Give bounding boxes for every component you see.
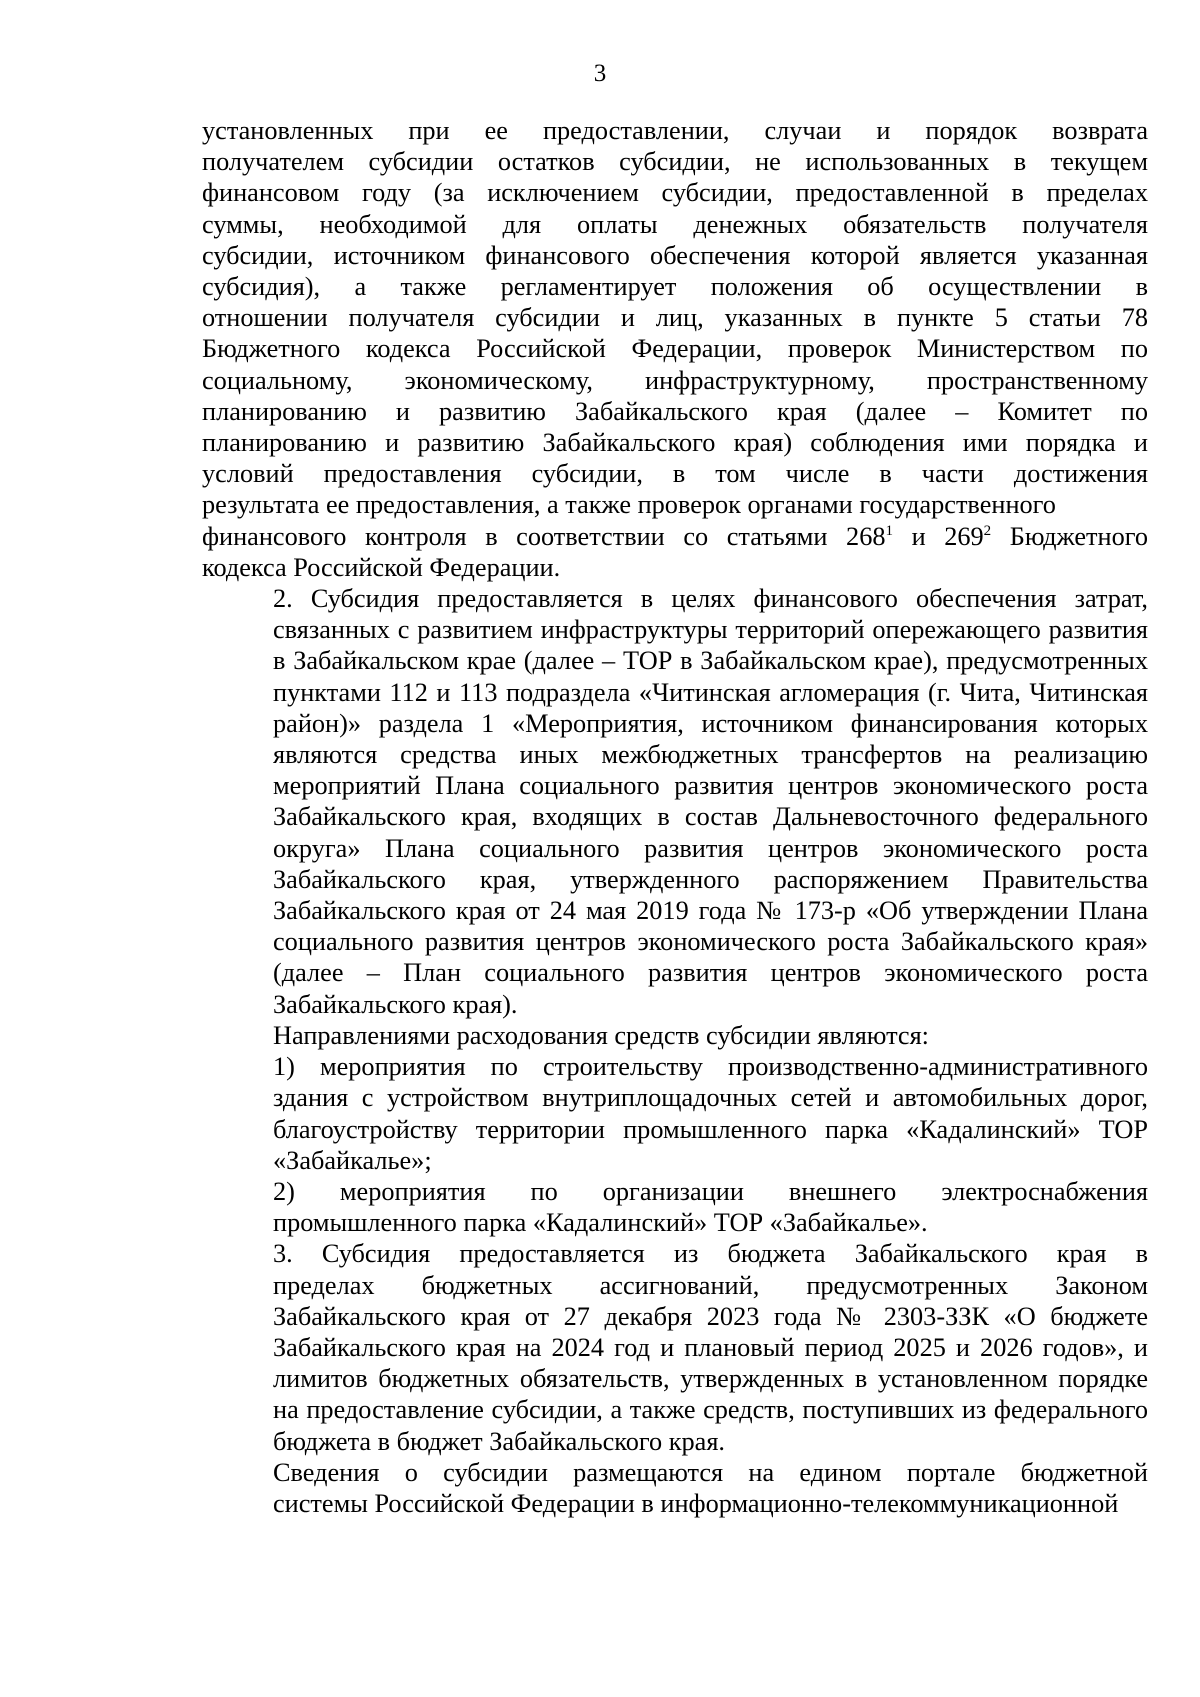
text-line: на предоставление субсидии, а также средств, поступивших из федерального [273,1395,1148,1425]
text-line: Забайкальского края от 27 декабря 2023 года № 2303-ЗЗК «О бюджете [273,1301,1148,1331]
text-line: Бюджетного кодекса Российской Федерации, проверок Министерством по [202,334,1148,364]
text-line: кодекса Российской Федерации. [202,552,561,582]
text-line: округа» Плана социального развития центров экономического роста [273,833,1148,863]
text-line: Забайкальского края от 24 мая 2019 года № 173-р «Об утверждении Плана [273,896,1148,926]
footnote-superscript: 2 [983,522,992,539]
text-line: 2. Субсидия предоставляется в целях финансового обеспечения затрат, [273,584,1148,614]
text-line: Забайкальского края, утвержденного распоряжением Правительства [273,864,1148,894]
text-line: район)» раздела 1 «Мероприятия, источником финансирования которых [273,708,1148,738]
text-line: благоустройству территории промышленного парка «Кадалинский» ТОР [273,1114,1148,1144]
text-line: субсидии, источником финансового обеспечения которой является указанная [202,240,1148,270]
text-line: социальному, экономическому, инфраструктурному, пространственному [202,365,1148,395]
text-line: (далее – План социального развития центров экономического роста [273,958,1148,988]
document-body [202,115,1148,1519]
paragraph [202,1051,1148,1176]
text-line: являются средства иных межбюджетных трансфертов на реализацию [273,740,1148,770]
text-line: финансового контроля в соответствии со статьями $268^1$ и $269^2$ Бюджетного [202,521,1148,551]
text-line: установленных при ее предоставлении, случаи и порядок возврата [202,116,1148,145]
paragraph [202,1020,1148,1051]
paragraph [202,521,1148,583]
text-line: планированию и развитию Забайкальского края (далее – Комитет по [202,396,1148,426]
paragraph [202,115,1148,521]
text-line: 2) мероприятия по организации внешнего электроснабжения [273,1176,1148,1206]
page-number: 3 [593,60,607,87]
paragraph [202,1176,1148,1238]
text-line: пунктами 112 и 113 подраздела «Читинская агломерация (г. Чита, Читинская [273,677,1148,707]
text-line: условий предоставления субсидии, в том числе в части достижения [202,459,1148,489]
paragraph [202,1238,1148,1456]
text-line: пределах бюджетных ассигнований, предусмотренных Законом [273,1270,1148,1300]
text-line: субсидия), а также регламентирует положения об осуществлении в [202,272,1148,302]
text-line: бюджета в бюджет Забайкальского края. [273,1426,725,1456]
text-line: в Забайкальском крае (далее – ТОР в Забайкальском крае), предусмотренных [273,646,1148,676]
text-line: планированию и развитию Забайкальского края) соблюдения ими порядка и [202,428,1148,458]
paragraph [202,583,1148,1020]
text-line: результата ее предоставления, а также проверок органами государственного [202,490,1056,520]
paragraph [202,1457,1148,1519]
text-line: получателем субсидии остатков субсидии, не использованных в текущем [202,147,1148,177]
text-line: суммы, необходимой для оплаты денежных обязательств получателя [202,209,1148,239]
text-line: социального развития центров экономического роста Забайкальского края» [273,927,1148,957]
text-line: Забайкальского края). [273,989,518,1019]
text-line: системы Российской Федерации в информационно-телекоммуникационной [273,1488,1119,1518]
text-line: промышленного парка «Кадалинский» ТОР «Забайкалье». [273,1208,928,1238]
text-line: Забайкальского края, входящих в состав Дальневосточного федерального [273,802,1148,832]
text-line: Направлениями расходования средств субсидии являются: [273,1020,929,1050]
text-line: финансовом году (за исключением субсидии, предоставленной в пределах [202,178,1148,208]
text-line: здания с устройством внутриплощадочных сетей и автомобильных дорог, [273,1083,1148,1113]
footnote-superscript: 1 [885,522,893,539]
text-line: «Забайкалье»; [273,1145,432,1175]
text-line: связанных с развитием инфраструктуры территорий опережающего развития [273,615,1148,645]
text-line: лимитов бюджетных обязательств, утвержденных в установленном порядке [273,1364,1148,1394]
text-line: 1) мероприятия по строительству производственно-административного [273,1052,1148,1082]
text-line: Сведения о субсидии размещаются на едином портале бюджетной [273,1457,1148,1487]
text-line: мероприятий Плана социального развития центров экономического роста [273,771,1148,801]
text-line: 3. Субсидия предоставляется из бюджета Забайкальского края в [273,1239,1148,1269]
text-line: Забайкальского края на 2024 год и плановый период 2025 и 2026 годов», и [273,1332,1148,1362]
text-line: отношении получателя субсидии и лиц, указанных в пункте 5 статьи 78 [202,303,1148,333]
